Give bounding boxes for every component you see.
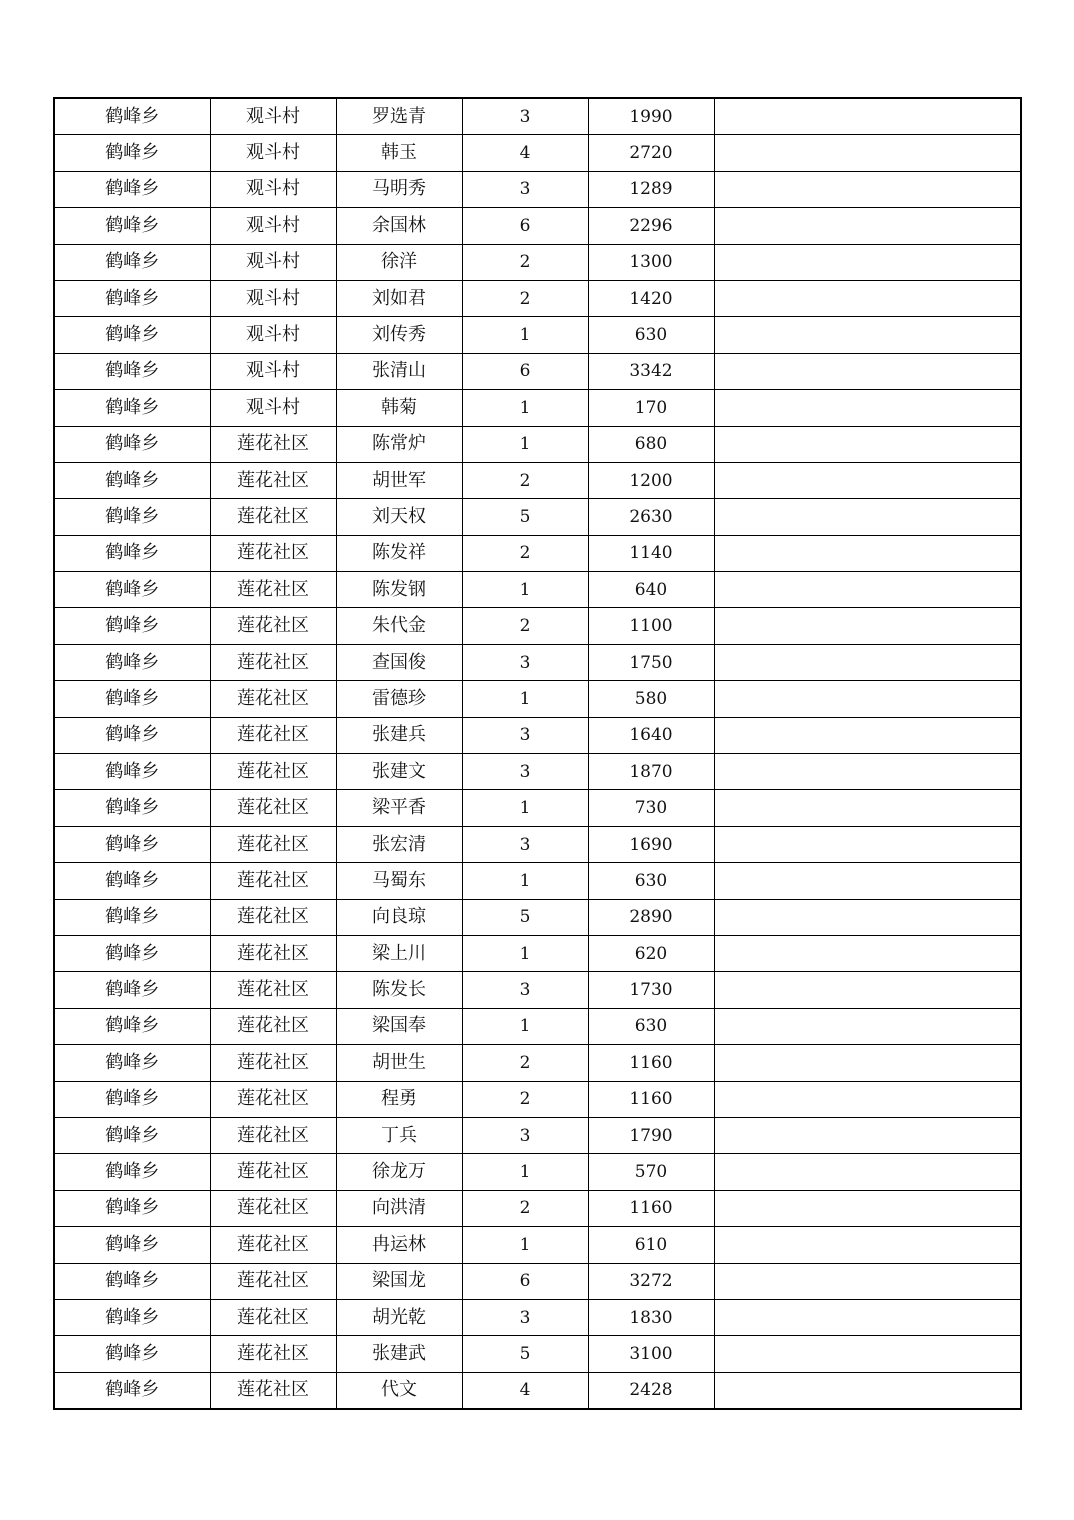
note-cell [714,1154,1021,1190]
note-cell [714,754,1021,790]
household-count-cell: 3 [462,1117,588,1153]
table-row [54,1299,1021,1335]
township-cell: 鹤峰乡 [54,1336,210,1372]
amount-cell: 640 [588,572,714,608]
village-cell: 莲花社区 [210,1008,336,1044]
village-cell: 莲花社区 [210,426,336,462]
township-cell: 鹤峰乡 [54,608,210,644]
table-row [54,426,1021,462]
name-cell: 张宏清 [336,826,462,862]
township-cell: 鹤峰乡 [54,98,210,135]
village-cell: 莲花社区 [210,572,336,608]
table-row [54,790,1021,826]
name-cell: 陈常炉 [336,426,462,462]
village-cell: 莲花社区 [210,1154,336,1190]
household-count-cell: 5 [462,1336,588,1372]
household-count-cell: 5 [462,899,588,935]
household-count-cell: 4 [462,1372,588,1409]
note-cell [714,280,1021,316]
township-cell: 鹤峰乡 [54,1227,210,1263]
name-cell: 罗选青 [336,98,462,135]
amount-cell: 2428 [588,1372,714,1409]
village-cell: 莲花社区 [210,1117,336,1153]
note-cell [714,499,1021,535]
amount-cell: 1790 [588,1117,714,1153]
table-row [54,499,1021,535]
household-count-cell: 1 [462,426,588,462]
household-count-cell: 1 [462,790,588,826]
village-cell: 观斗村 [210,244,336,280]
amount-cell: 1420 [588,280,714,316]
name-cell: 冉运林 [336,1227,462,1263]
township-cell: 鹤峰乡 [54,135,210,171]
township-cell: 鹤峰乡 [54,572,210,608]
township-cell: 鹤峰乡 [54,244,210,280]
note-cell [714,171,1021,207]
amount-cell: 630 [588,863,714,899]
note-cell [714,353,1021,389]
amount-cell: 620 [588,935,714,971]
table-row [54,98,1021,135]
village-cell: 莲花社区 [210,1299,336,1335]
name-cell: 刘如君 [336,280,462,316]
household-count-cell: 6 [462,1263,588,1299]
household-count-cell: 1 [462,1008,588,1044]
household-count-cell: 1 [462,863,588,899]
village-cell: 观斗村 [210,390,336,426]
table-row [54,1263,1021,1299]
amount-cell: 680 [588,426,714,462]
township-cell: 鹤峰乡 [54,717,210,753]
table-row [54,608,1021,644]
household-count-cell: 2 [462,1190,588,1226]
township-cell: 鹤峰乡 [54,1081,210,1117]
table-row [54,717,1021,753]
amount-cell: 1300 [588,244,714,280]
table-row [54,280,1021,316]
household-count-cell: 2 [462,1045,588,1081]
note-cell [714,935,1021,971]
name-cell: 徐洋 [336,244,462,280]
note-cell [714,1227,1021,1263]
table-row [54,863,1021,899]
note-cell [714,208,1021,244]
amount-cell: 1160 [588,1190,714,1226]
township-cell: 鹤峰乡 [54,681,210,717]
table-row [54,972,1021,1008]
township-cell: 鹤峰乡 [54,208,210,244]
name-cell: 梁平香 [336,790,462,826]
note-cell [714,1263,1021,1299]
village-cell: 莲花社区 [210,1081,336,1117]
village-cell: 观斗村 [210,135,336,171]
note-cell [714,972,1021,1008]
table-row [54,353,1021,389]
amount-cell: 2720 [588,135,714,171]
table-row [54,1227,1021,1263]
name-cell: 张清山 [336,353,462,389]
township-cell: 鹤峰乡 [54,935,210,971]
village-cell: 莲花社区 [210,535,336,571]
household-count-cell: 3 [462,972,588,1008]
township-cell: 鹤峰乡 [54,1117,210,1153]
township-cell: 鹤峰乡 [54,171,210,207]
amount-cell: 2296 [588,208,714,244]
note-cell [714,426,1021,462]
note-cell [714,1008,1021,1044]
amount-cell: 1990 [588,98,714,135]
name-cell: 韩玉 [336,135,462,171]
amount-cell: 1140 [588,535,714,571]
household-count-cell: 2 [462,244,588,280]
township-cell: 鹤峰乡 [54,1008,210,1044]
name-cell: 胡世军 [336,462,462,498]
amount-cell: 1200 [588,462,714,498]
village-cell: 莲花社区 [210,1190,336,1226]
note-cell [714,863,1021,899]
village-cell: 观斗村 [210,317,336,353]
amount-cell: 570 [588,1154,714,1190]
note-cell [714,1190,1021,1226]
township-cell: 鹤峰乡 [54,790,210,826]
village-cell: 莲花社区 [210,972,336,1008]
table-row [54,1336,1021,1372]
note-cell [714,1081,1021,1117]
note-cell [714,1372,1021,1409]
table-row [54,1117,1021,1153]
table-row [54,1045,1021,1081]
name-cell: 梁上川 [336,935,462,971]
village-cell: 莲花社区 [210,608,336,644]
name-cell: 查国俊 [336,644,462,680]
note-cell [714,681,1021,717]
township-cell: 鹤峰乡 [54,1299,210,1335]
village-cell: 莲花社区 [210,790,336,826]
name-cell: 雷德珍 [336,681,462,717]
roster-table-body [54,98,1021,1409]
household-count-cell: 2 [462,608,588,644]
table-row [54,826,1021,862]
village-cell: 莲花社区 [210,717,336,753]
name-cell: 向良琼 [336,899,462,935]
village-cell: 观斗村 [210,98,336,135]
note-cell [714,608,1021,644]
village-cell: 莲花社区 [210,681,336,717]
amount-cell: 1750 [588,644,714,680]
household-count-cell: 1 [462,1154,588,1190]
name-cell: 张建兵 [336,717,462,753]
amount-cell: 1830 [588,1299,714,1335]
township-cell: 鹤峰乡 [54,644,210,680]
household-count-cell: 6 [462,353,588,389]
household-count-cell: 1 [462,1227,588,1263]
township-cell: 鹤峰乡 [54,317,210,353]
table-row [54,1154,1021,1190]
note-cell [714,572,1021,608]
note-cell [714,1117,1021,1153]
note-cell [714,535,1021,571]
note-cell [714,826,1021,862]
household-count-cell: 3 [462,644,588,680]
name-cell: 梁国奉 [336,1008,462,1044]
name-cell: 刘传秀 [336,317,462,353]
amount-cell: 170 [588,390,714,426]
note-cell [714,790,1021,826]
household-count-cell: 3 [462,826,588,862]
household-count-cell: 3 [462,171,588,207]
name-cell: 张建文 [336,754,462,790]
amount-cell: 1160 [588,1045,714,1081]
note-cell [714,644,1021,680]
table-row [54,171,1021,207]
village-cell: 莲花社区 [210,499,336,535]
amount-cell: 3272 [588,1263,714,1299]
household-count-cell: 1 [462,572,588,608]
amount-cell: 3342 [588,353,714,389]
note-cell [714,462,1021,498]
household-count-cell: 1 [462,681,588,717]
name-cell: 胡世生 [336,1045,462,1081]
village-cell: 莲花社区 [210,1227,336,1263]
township-cell: 鹤峰乡 [54,899,210,935]
township-cell: 鹤峰乡 [54,754,210,790]
note-cell [714,1336,1021,1372]
township-cell: 鹤峰乡 [54,1045,210,1081]
village-cell: 莲花社区 [210,1336,336,1372]
village-cell: 莲花社区 [210,644,336,680]
township-cell: 鹤峰乡 [54,535,210,571]
amount-cell: 730 [588,790,714,826]
township-cell: 鹤峰乡 [54,1372,210,1409]
table-row [54,317,1021,353]
household-count-cell: 2 [462,280,588,316]
note-cell [714,135,1021,171]
name-cell: 朱代金 [336,608,462,644]
village-cell: 莲花社区 [210,935,336,971]
township-cell: 鹤峰乡 [54,353,210,389]
household-count-cell: 1 [462,390,588,426]
name-cell: 向洪清 [336,1190,462,1226]
household-count-cell: 2 [462,535,588,571]
note-cell [714,317,1021,353]
roster-table [53,97,1022,1410]
township-cell: 鹤峰乡 [54,280,210,316]
name-cell: 徐龙万 [336,1154,462,1190]
note-cell [714,244,1021,280]
village-cell: 莲花社区 [210,826,336,862]
amount-cell: 2890 [588,899,714,935]
township-cell: 鹤峰乡 [54,462,210,498]
name-cell: 韩菊 [336,390,462,426]
village-cell: 观斗村 [210,280,336,316]
township-cell: 鹤峰乡 [54,1263,210,1299]
village-cell: 莲花社区 [210,899,336,935]
name-cell: 梁国龙 [336,1263,462,1299]
village-cell: 观斗村 [210,208,336,244]
village-cell: 莲花社区 [210,754,336,790]
note-cell [714,717,1021,753]
village-cell: 莲花社区 [210,1045,336,1081]
township-cell: 鹤峰乡 [54,863,210,899]
township-cell: 鹤峰乡 [54,390,210,426]
household-count-cell: 2 [462,462,588,498]
amount-cell: 3100 [588,1336,714,1372]
table-row [54,1081,1021,1117]
table-row [54,754,1021,790]
name-cell: 余国林 [336,208,462,244]
village-cell: 观斗村 [210,171,336,207]
table-row [54,1372,1021,1409]
household-count-cell: 2 [462,1081,588,1117]
table-row [54,535,1021,571]
note-cell [714,899,1021,935]
amount-cell: 1730 [588,972,714,1008]
township-cell: 鹤峰乡 [54,1190,210,1226]
name-cell: 陈发钢 [336,572,462,608]
name-cell: 刘天权 [336,499,462,535]
note-cell [714,390,1021,426]
township-cell: 鹤峰乡 [54,826,210,862]
household-count-cell: 1 [462,317,588,353]
amount-cell: 1690 [588,826,714,862]
township-cell: 鹤峰乡 [54,426,210,462]
amount-cell: 630 [588,317,714,353]
table-row [54,899,1021,935]
township-cell: 鹤峰乡 [54,1154,210,1190]
township-cell: 鹤峰乡 [54,972,210,1008]
household-count-cell: 6 [462,208,588,244]
table-row [54,644,1021,680]
name-cell: 张建武 [336,1336,462,1372]
amount-cell: 1160 [588,1081,714,1117]
note-cell [714,1299,1021,1335]
name-cell: 马蜀东 [336,863,462,899]
table-row [54,935,1021,971]
household-count-cell: 5 [462,499,588,535]
table-row [54,572,1021,608]
amount-cell: 580 [588,681,714,717]
table-row [54,1190,1021,1226]
village-cell: 莲花社区 [210,1372,336,1409]
village-cell: 莲花社区 [210,462,336,498]
note-cell [714,1045,1021,1081]
name-cell: 胡光乾 [336,1299,462,1335]
township-cell: 鹤峰乡 [54,499,210,535]
table-row [54,244,1021,280]
village-cell: 观斗村 [210,353,336,389]
household-count-cell: 1 [462,935,588,971]
name-cell: 程勇 [336,1081,462,1117]
amount-cell: 610 [588,1227,714,1263]
household-count-cell: 3 [462,1299,588,1335]
name-cell: 代文 [336,1372,462,1409]
amount-cell: 1640 [588,717,714,753]
amount-cell: 1289 [588,171,714,207]
table-row [54,135,1021,171]
table-row [54,208,1021,244]
note-cell [714,98,1021,135]
village-cell: 莲花社区 [210,1263,336,1299]
table-row [54,681,1021,717]
name-cell: 陈发祥 [336,535,462,571]
village-cell: 莲花社区 [210,863,336,899]
table-row [54,390,1021,426]
household-count-cell: 3 [462,98,588,135]
household-count-cell: 3 [462,717,588,753]
name-cell: 陈发长 [336,972,462,1008]
household-count-cell: 3 [462,754,588,790]
name-cell: 马明秀 [336,171,462,207]
table-row [54,1008,1021,1044]
household-count-cell: 4 [462,135,588,171]
name-cell: 丁兵 [336,1117,462,1153]
amount-cell: 630 [588,1008,714,1044]
amount-cell: 1100 [588,608,714,644]
amount-cell: 2630 [588,499,714,535]
table-row [54,462,1021,498]
amount-cell: 1870 [588,754,714,790]
